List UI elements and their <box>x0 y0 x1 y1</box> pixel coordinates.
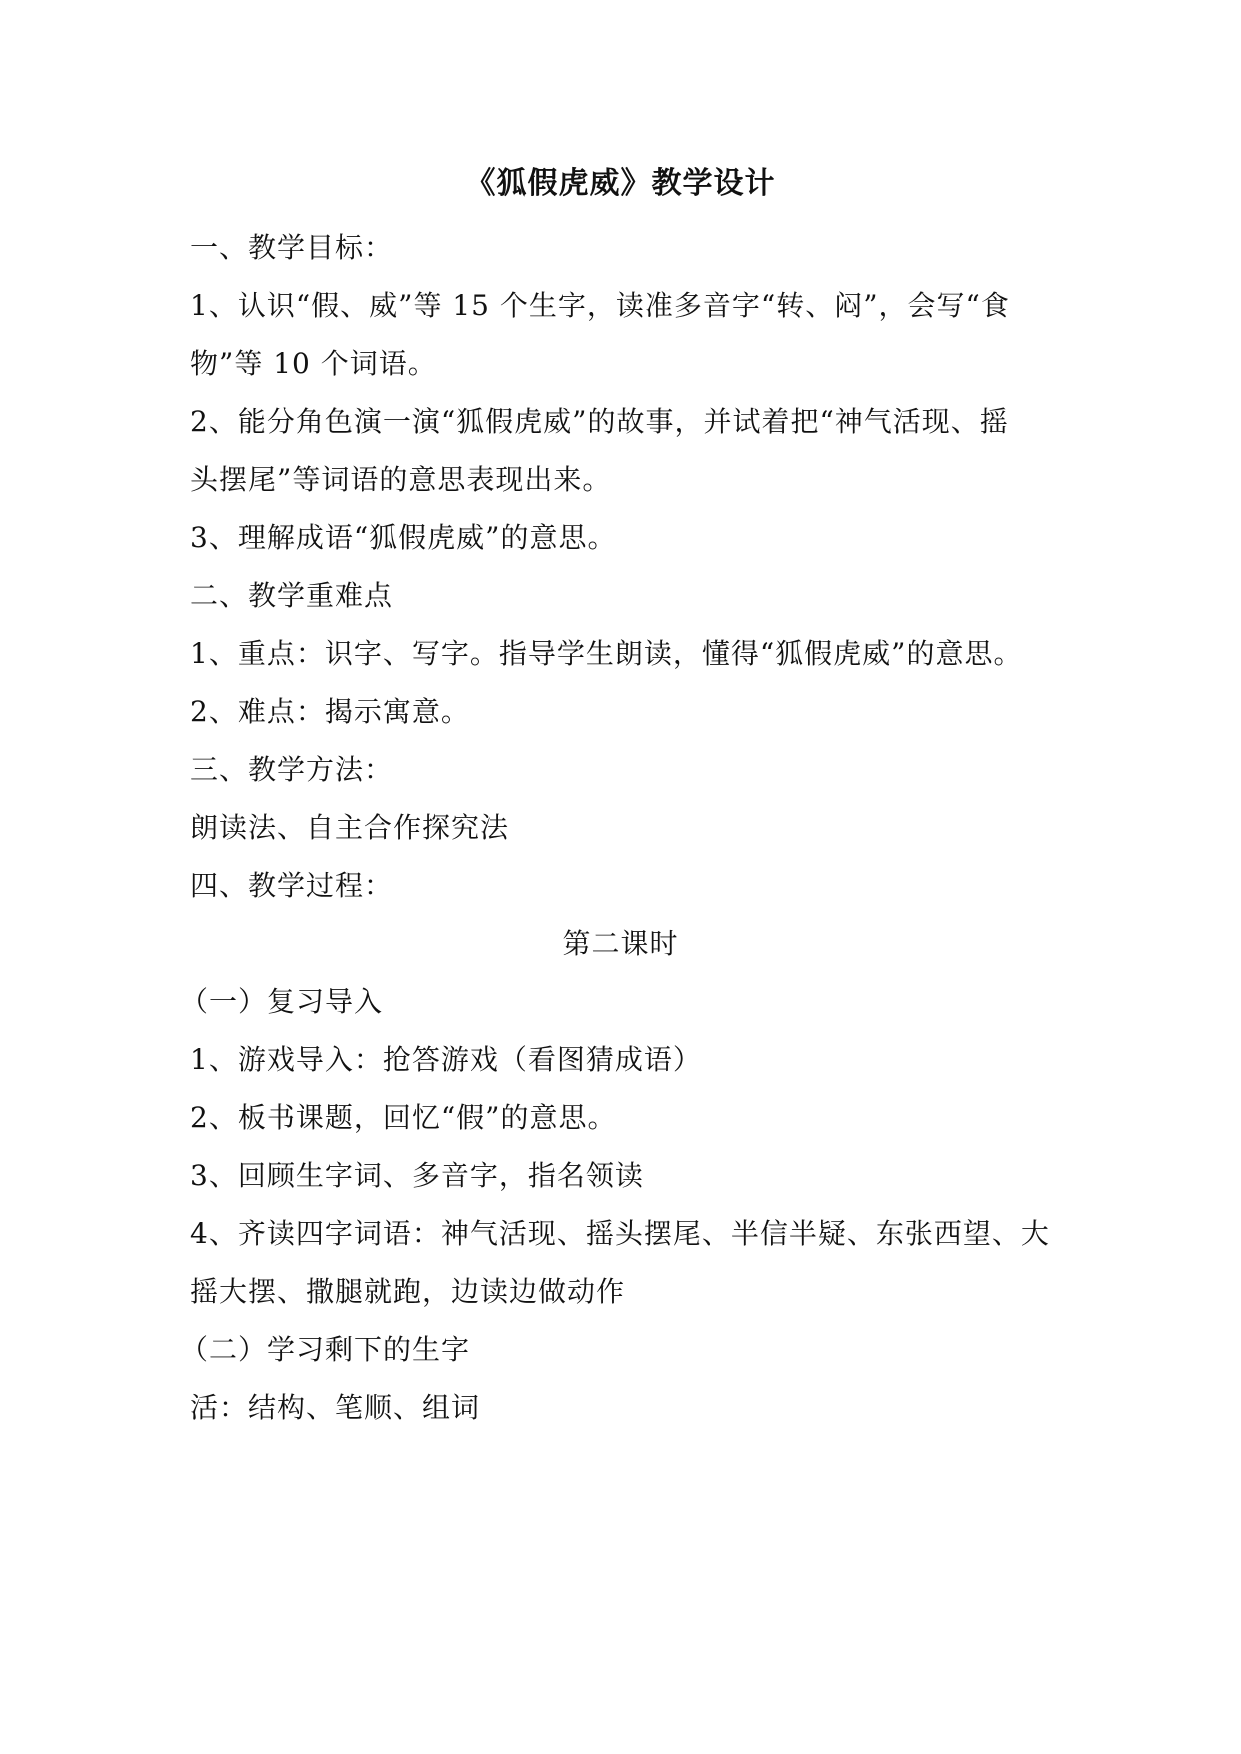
subsection-review: （一）复习导入 <box>180 985 384 1018</box>
objective-2-line-1: 2、能分角色演一演“狐假虎威”的故事，并试着把“神气活现、摇 <box>190 405 1009 438</box>
section-heading-process: 四、教学过程： <box>190 869 394 902</box>
objective-3: 3、理解成语“狐假虎威”的意思。 <box>190 521 617 554</box>
page-title: 《狐假虎威》教学设计 <box>465 166 776 201</box>
process-step-3: 3、回顾生字词、多音字，指名领读 <box>190 1159 644 1192</box>
objective-2-line-2: 头摆尾”等词语的意思表现出来。 <box>190 463 612 496</box>
process-step-2: 2、板书课题，回忆“假”的意思。 <box>190 1101 617 1134</box>
objective-1-line-1: 1、认识“假、威”等 15 个生字，读准多音字“转、闷”，会写“食 <box>190 289 1010 322</box>
objective-1-line-2: 物”等 10 个词语。 <box>190 347 437 380</box>
section-heading-objectives: 一、教学目标： <box>190 231 394 264</box>
lesson-heading: 第二课时 <box>562 927 679 960</box>
subsection-new-characters: （二）学习剩下的生字 <box>180 1333 471 1366</box>
process-step-1: 1、游戏导入：抢答游戏（看图猜成语） <box>190 1043 702 1076</box>
key-point-1: 1、重点：识字、写字。指导学生朗读，懂得“狐假虎威”的意思。 <box>190 637 1023 670</box>
methods-text: 朗读法、自主合作探究法 <box>190 811 510 844</box>
process-step-4-line-2: 摇大摆、撒腿就跑，边读边做动作 <box>190 1275 626 1308</box>
process-step-4-line-1: 4、齐读四字词语：神气活现、摇头摆尾、半信半疑、东张西望、大 <box>190 1217 1050 1250</box>
section-heading-methods: 三、教学方法： <box>190 753 394 786</box>
section-heading-key-points: 二、教学重难点 <box>190 579 394 612</box>
character-study-line: 活：结构、笔顺、组词 <box>190 1391 481 1424</box>
key-point-2: 2、难点：揭示寓意。 <box>190 695 470 728</box>
